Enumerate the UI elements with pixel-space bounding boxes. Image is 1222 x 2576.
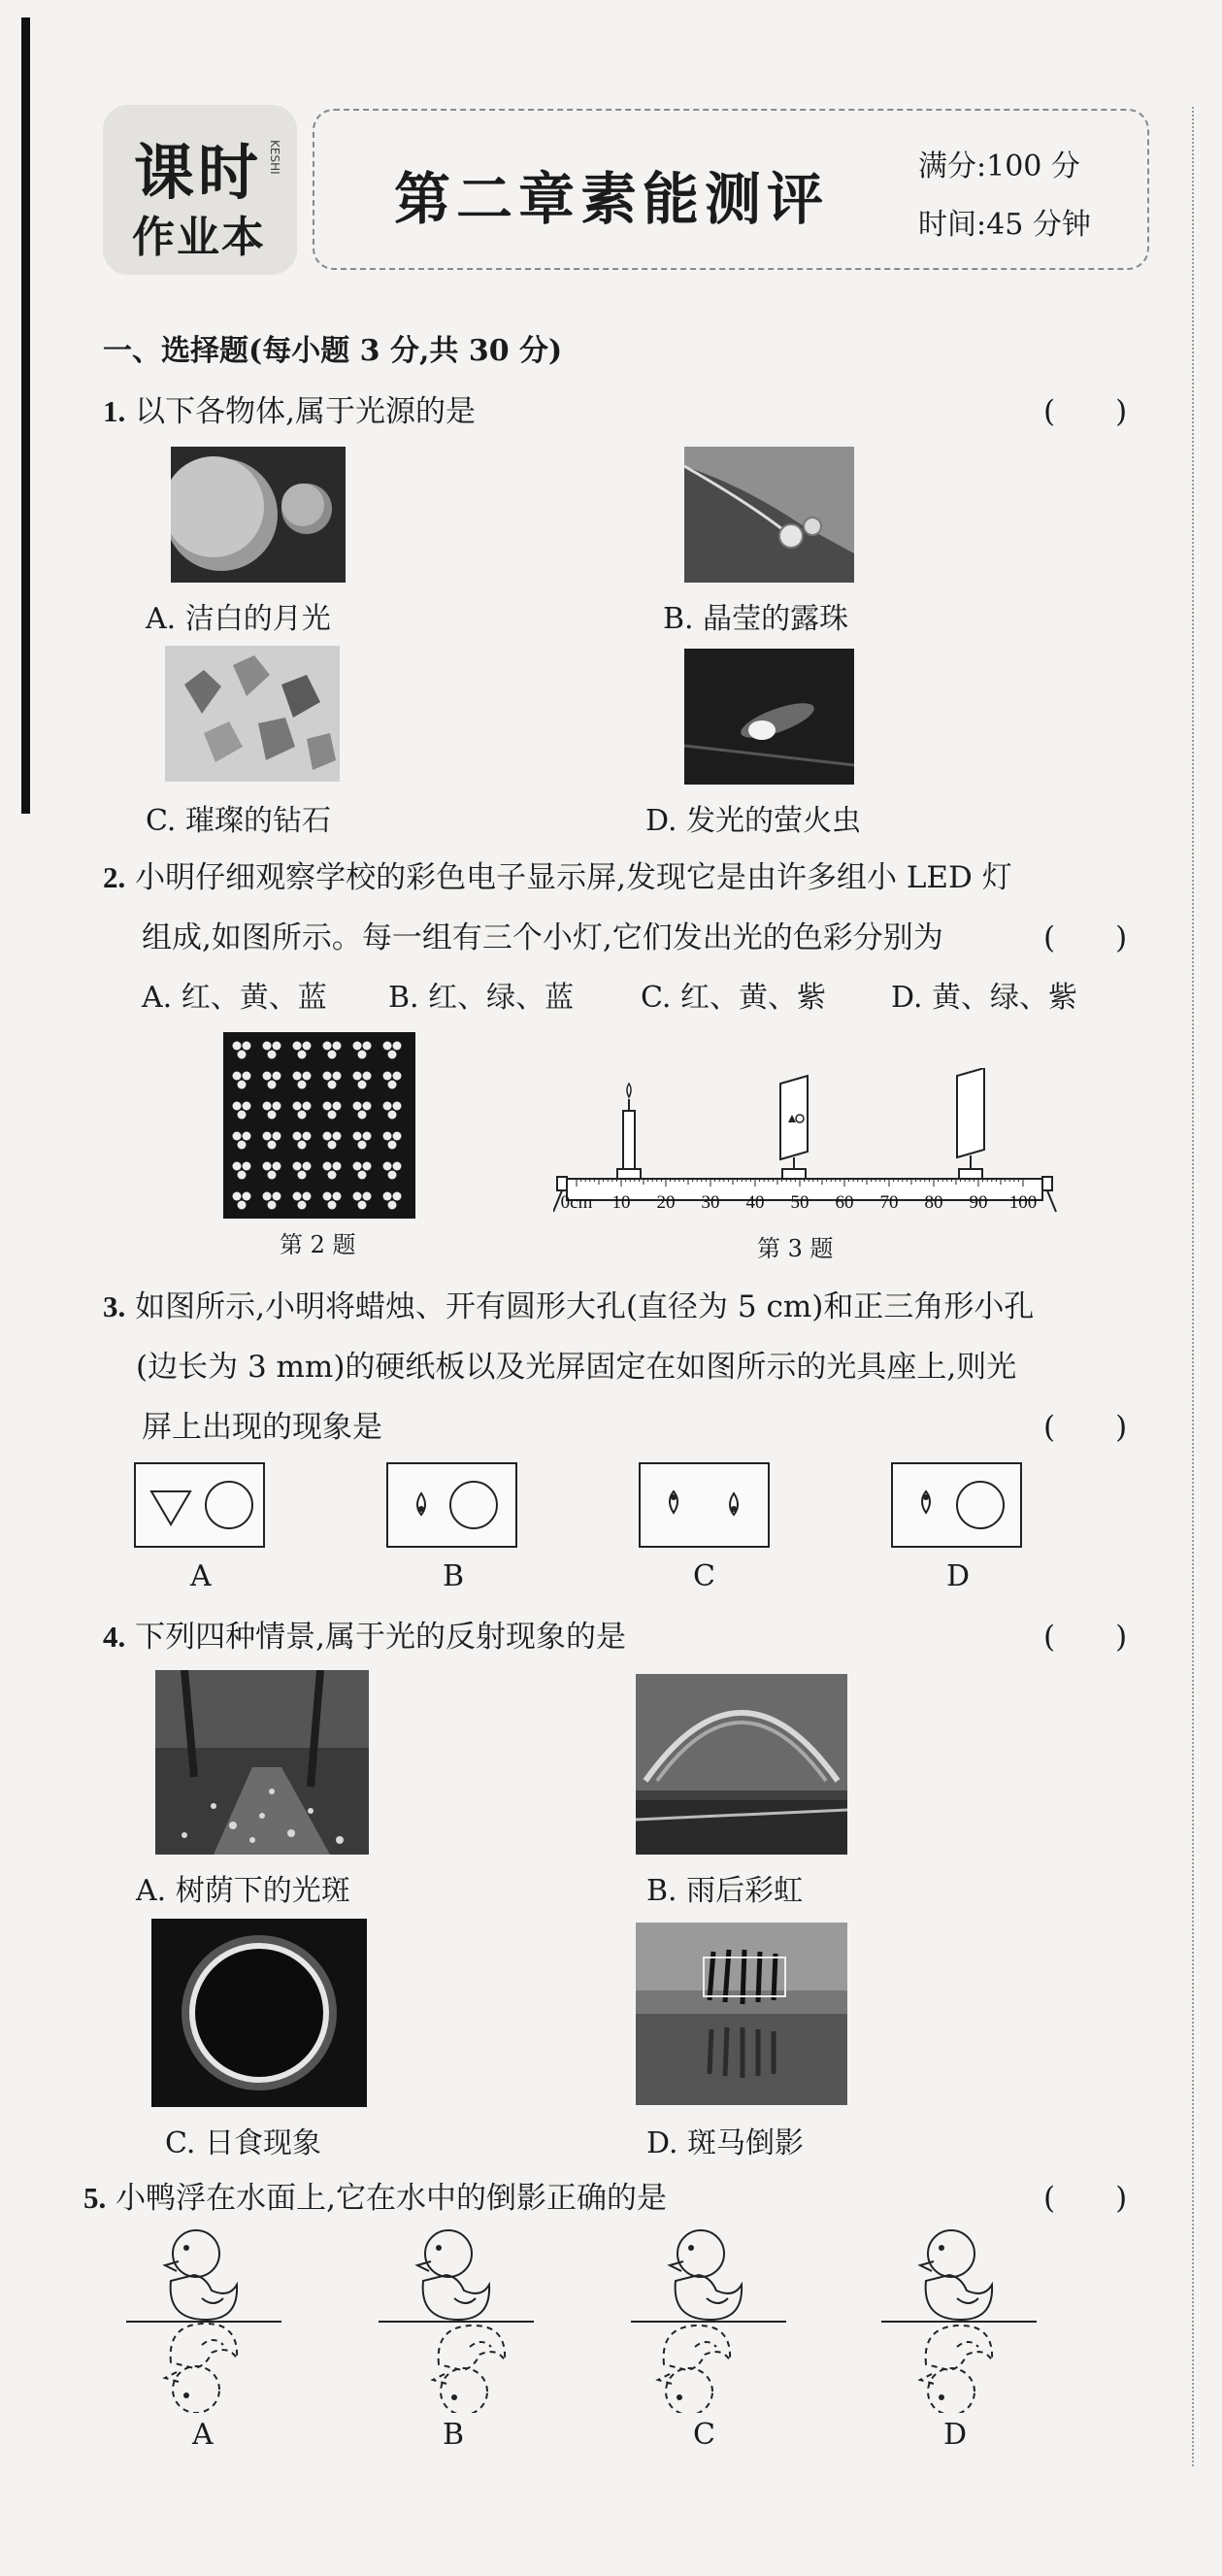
q3-option-b-label[interactable]: B: [443, 1559, 465, 1593]
diamond-photo: [165, 646, 340, 782]
solar-eclipse-photo: [151, 1919, 367, 2107]
ruler-label: 0cm: [560, 1192, 593, 1213]
q3-text-line3: 屏上出现的现象是: [142, 1410, 382, 1445]
section-heading: 一、选择题(每小题 3 分,共 30 分): [103, 334, 563, 368]
q5-option-d-label[interactable]: D: [943, 2418, 968, 2452]
tree-shade-photo: [155, 1670, 369, 1855]
q1-option-a[interactable]: A. 洁白的月光: [146, 602, 331, 636]
q2-option-a[interactable]: A. 红、黄、蓝: [142, 981, 327, 1015]
q5-option-b-label[interactable]: B: [443, 2418, 465, 2452]
q5-option-d-figure[interactable]: [881, 2228, 1037, 2413]
q1-number: 1.: [103, 394, 126, 428]
ruler-label: 100: [1008, 1192, 1038, 1213]
q4-text: 下列四种情景,属于光的反射现象的是: [135, 1620, 626, 1655]
ruler-label: 50: [790, 1192, 809, 1213]
optical-bench-figure: [553, 1068, 1058, 1221]
q5-option-c-label[interactable]: C: [693, 2418, 715, 2452]
zebra-reflection-photo: [636, 1923, 847, 2105]
q3-option-d-figure[interactable]: [891, 1462, 1022, 1548]
logo-side-text: KESHI: [268, 140, 281, 175]
ruler-label: 40: [745, 1192, 765, 1213]
ruler-label: 10: [611, 1192, 631, 1213]
q5-answer-bracket[interactable]: ( ): [1043, 2181, 1128, 2216]
full-score: 满分:100 分: [918, 150, 1080, 184]
q1-stem: [103, 386, 476, 430]
q5-stem: [83, 2173, 667, 2217]
q3-figure-caption: 第 3 题: [757, 1235, 834, 1262]
binding-spine: [21, 17, 30, 814]
q3-option-a-label[interactable]: A: [190, 1559, 212, 1593]
q2-text-line1: 小明仔细观察学校的彩色电子显示屏,发现它是由许多组小 LED 灯: [135, 860, 1012, 895]
q3-text-line1: 如图所示,小明将蜡烛、开有圆形大孔(直径为 5 cm)和正三角形小孔: [135, 1289, 1035, 1324]
q5-option-b-figure[interactable]: [379, 2228, 534, 2413]
q2-option-c[interactable]: C. 红、黄、紫: [641, 981, 826, 1015]
q1-answer-bracket[interactable]: ( ): [1043, 394, 1128, 429]
q1-option-d[interactable]: D. 发光的萤火虫: [645, 804, 862, 838]
logo-line2: 作业本: [132, 213, 266, 262]
q3-number: 3.: [103, 1289, 126, 1323]
page-title: 第二章素能测评: [394, 166, 830, 232]
q4-answer-bracket[interactable]: ( ): [1043, 1620, 1128, 1655]
q2-stem-line1: [103, 853, 1012, 896]
ruler-label: 80: [924, 1192, 943, 1213]
dewdrop-photo: [684, 447, 854, 583]
q4-option-b[interactable]: B. 雨后彩虹: [646, 1874, 804, 1908]
q2-figure-caption: 第 2 题: [280, 1231, 356, 1258]
q3-option-c-label[interactable]: C: [693, 1559, 715, 1593]
q3-text-line2: (边长为 3 mm)的硬纸板以及光屏固定在如图所示的光具座上,则光: [136, 1350, 1017, 1385]
ruler-label: 20: [656, 1192, 676, 1213]
q5-text: 小鸭浮在水面上,它在水中的倒影正确的是: [116, 2181, 667, 2216]
q4-option-d[interactable]: D. 斑马倒影: [646, 2126, 805, 2160]
ruler-label: 70: [879, 1192, 899, 1213]
q2-option-d[interactable]: D. 黄、绿、紫: [891, 981, 1078, 1015]
q3-option-c-figure[interactable]: [639, 1462, 770, 1548]
q1-option-c[interactable]: C. 璀璨的钻石: [146, 804, 331, 838]
q1-text: 以下各物体,属于光源的是: [135, 394, 476, 429]
q3-option-d-label[interactable]: D: [946, 1559, 971, 1593]
rainbow-photo: [636, 1674, 847, 1855]
ruler-label: 30: [701, 1192, 720, 1213]
q3-answer-bracket[interactable]: ( ): [1043, 1410, 1128, 1445]
q5-number: 5.: [83, 2181, 107, 2215]
logo-line1: 课时: [134, 137, 263, 208]
q4-stem: [103, 1612, 626, 1656]
q2-answer-bracket[interactable]: ( ): [1043, 920, 1128, 955]
q4-number: 4.: [103, 1620, 126, 1654]
q2-option-b[interactable]: B. 红、绿、蓝: [388, 981, 575, 1015]
q3-option-b-figure[interactable]: [386, 1462, 517, 1548]
page-fold-line: [1192, 107, 1194, 2466]
ruler-label: 90: [969, 1192, 988, 1213]
q3-option-a-figure[interactable]: [134, 1462, 265, 1548]
logo: [103, 105, 297, 275]
ruler-label: 60: [835, 1192, 854, 1213]
q2-number: 2.: [103, 860, 126, 894]
q1-option-b[interactable]: B. 晶莹的露珠: [663, 602, 849, 636]
q2-text-line2: 组成,如图所示。每一组有三个小灯,它们发出光的色彩分别为: [142, 920, 943, 955]
q5-option-a-label[interactable]: A: [192, 2418, 214, 2452]
q4-option-c[interactable]: C. 日食现象: [165, 2126, 321, 2160]
q4-option-a[interactable]: A. 树荫下的光斑: [136, 1874, 350, 1908]
led-screen-figure: [223, 1032, 415, 1219]
title-box: [313, 109, 1149, 270]
q5-option-c-figure[interactable]: [631, 2228, 786, 2413]
firefly-photo: [684, 649, 854, 785]
q3-stem-line1: [103, 1282, 1034, 1325]
q5-option-a-figure[interactable]: [126, 2228, 281, 2413]
moon-photo: [171, 447, 346, 583]
time-limit: 时间:45 分钟: [918, 208, 1091, 242]
